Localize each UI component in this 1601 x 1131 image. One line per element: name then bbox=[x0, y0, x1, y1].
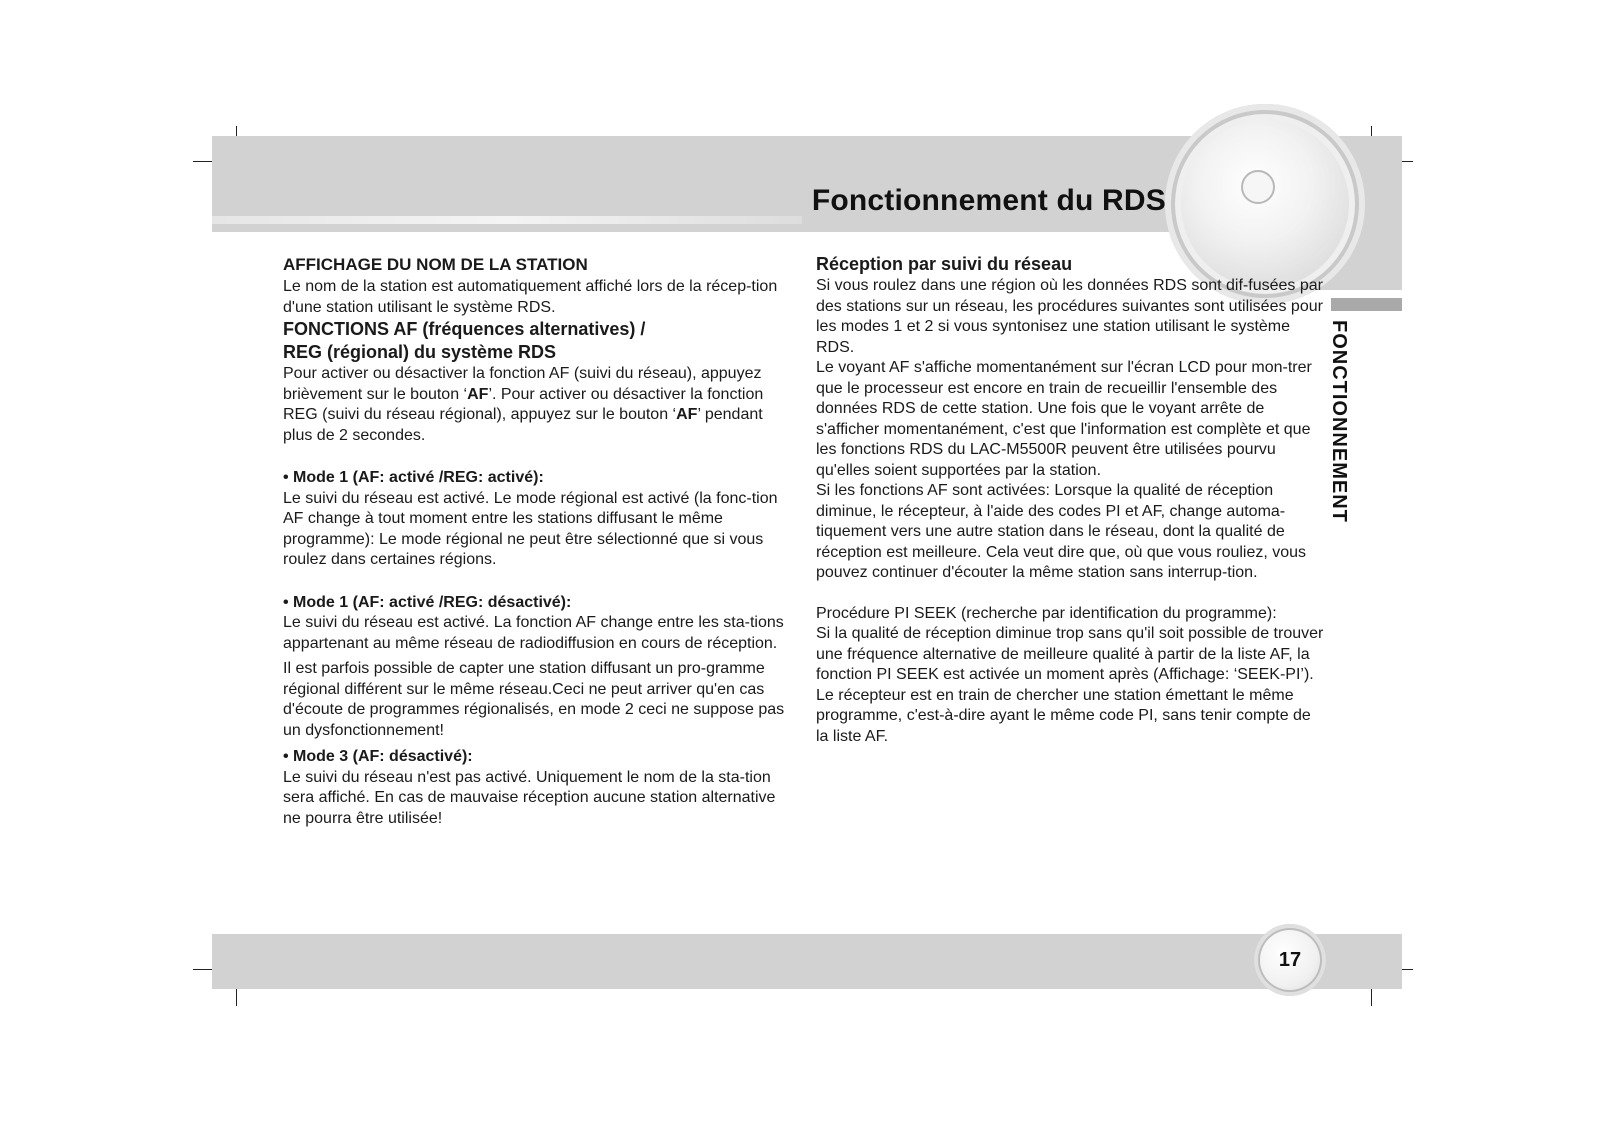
af-text: Pour activer ou désactiver la fonction AF (suivi du réseau), appuyez brièvement sur le bouton ‘AF’. Pour activer ou désactiver la fonction REG (suivi du réseau régional), appuyez sur le bouton ‘AF’ pendant plus de 2 secondes. bbox=[283, 365, 764, 444]
piseek-text: Si la qualité de réception diminue trop sans qu'il soit possible de trouver une fréquence alternative de meilleure qualité à partir de la liste AF, la fonction PI SEEK est activée un moment après (Affichage: ‘SEEK-PI’). Le récepteur est en train de chercher une station émettant le même programme, c'est-à-dire ayant le même code PI, sans tenir compte de la liste AF. bbox=[816, 625, 1324, 745]
mode3-heading: • Mode 3 (AF: désactivé): bbox=[283, 748, 473, 765]
station-name-heading: AFFICHAGE DU NOM DE LA STATION bbox=[283, 255, 588, 274]
af-heading-line1: FONCTIONS AF (fréquences alternatives) / bbox=[283, 319, 646, 339]
mode1b-heading: • Mode 1 (AF: activé /REG: désactivé): bbox=[283, 593, 572, 611]
left-column bbox=[283, 253, 793, 829]
mode1a-heading: • Mode 1 (AF: activé /REG: activé): bbox=[283, 469, 544, 486]
network-heading: Réception par suivi du réseau bbox=[816, 254, 1073, 274]
footer-band bbox=[212, 934, 1402, 989]
network-af-active-text: Si les fonctions AF sont activées: Lorsque la qualité de réception diminue, le récepteur, à l'aide des codes PI et AF, change automa-tiquement vers une autre station dans le réseau, dont la qualité de réception est meilleure. Cela veut dire que, où que vous rouliez, vous pouvez continuer d'écouter la même station sans interrup-tion. bbox=[816, 482, 1307, 581]
page-title: Fonctionnement du RDS bbox=[811, 184, 1166, 217]
header-stripe bbox=[212, 216, 802, 224]
side-tab-bar bbox=[1331, 298, 1402, 311]
mode3-text: Le suivi du réseau n'est pas activé. Uniquement le nom de la sta-tion sera affiché. En cas de mauvaise réception aucune station alternative ne pourra être utilisée! bbox=[283, 768, 776, 827]
network-af-text: Le voyant AF s'affiche momentanément sur l'écran LCD pour mon-trer que le processeur est encore en train de recueillir l'ensemble des données RDS de cette station. Une fois que le voyant arrête de s'afficher momentanément, c'est que l'information est complète et que les fonctions RDS du LAC-M5500R peuvent être utilisées pourvu qu'elles soient supportées par la station. bbox=[816, 359, 1312, 479]
af-heading-line2: REG (régional) du système RDS bbox=[283, 342, 557, 362]
right-column bbox=[816, 253, 1326, 747]
af-button-name: AF bbox=[676, 406, 698, 423]
side-tab-label: FONCTIONNEMENT bbox=[1328, 320, 1350, 523]
station-name-text: Le nom de la station est automatiquement affiché lors de la récep-tion d'une station utilisant le système RDS. bbox=[283, 278, 778, 316]
mode1a-text: Le suivi du réseau est activé. Le mode régional est activé (la fonc-tion AF change à tout moment entre les stations diffusant le même programme): Le mode régional ne peut être sélectionné que si vous roulez dans certaines régions. bbox=[283, 489, 778, 568]
network-text: Si vous roulez dans une région où les données RDS sont dif-fusées par des stations sur un réseau, les procédures suivantes sont utilisées pour les modes 1 et 2 si vous syntonisez une station utilisant le système RDS. bbox=[816, 277, 1323, 356]
disc-center-icon bbox=[1241, 170, 1275, 204]
piseek-title: Procédure PI SEEK (recherche par identification du programme): bbox=[816, 604, 1277, 622]
mode1b-note: Il est parfois possible de capter une station diffusant un pro-gramme régional différent sur le même réseau.Ceci ne peut arriver qu'en cas d'écoute de programmes régionalisés, en mode 2 ceci ne suppose pas un dysfonctionnement! bbox=[283, 660, 785, 739]
mode1b-text: Le suivi du réseau est activé. La fonction AF change entre les sta-tions appartenant au même réseau de radiodiffusion en cours de réception. bbox=[283, 614, 784, 652]
page-number: 17 bbox=[1278, 949, 1302, 971]
af-button-name: AF bbox=[467, 385, 489, 403]
